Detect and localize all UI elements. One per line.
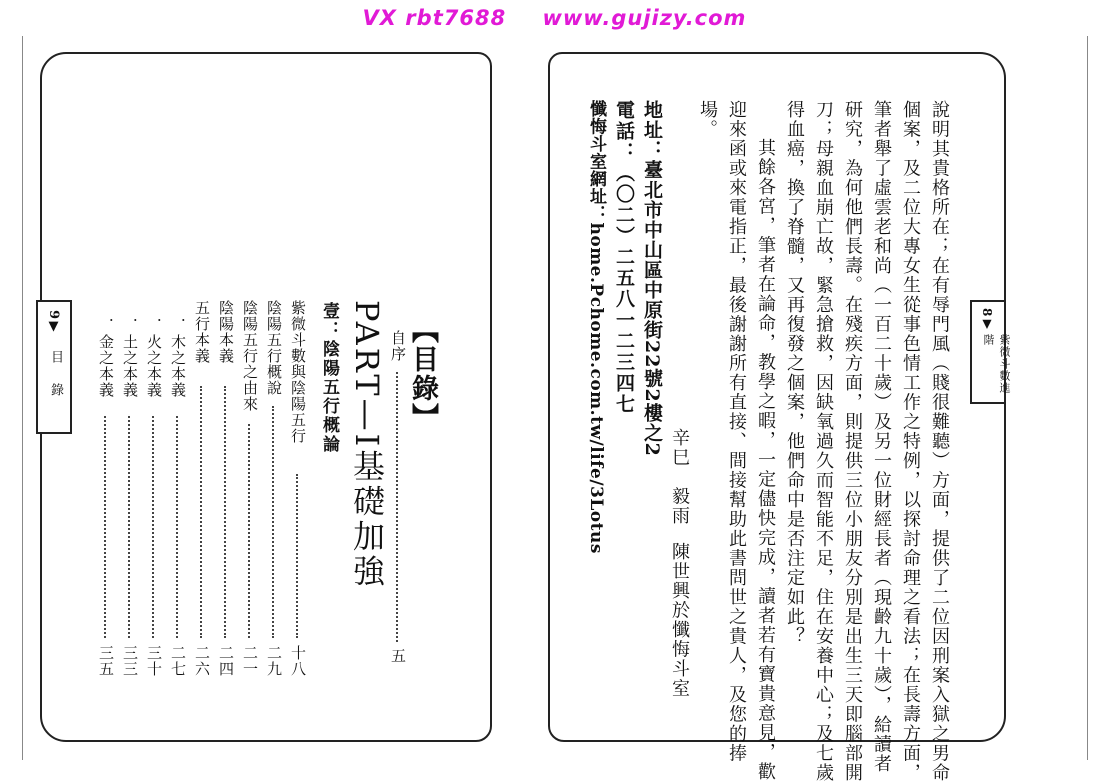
left-side-tab (36, 300, 72, 434)
toc-entry-page: 十八 (289, 645, 307, 677)
toc-entry-page: 三三 (121, 645, 139, 677)
toc-entry-label: ．火之本義 (145, 318, 163, 398)
left-book-edge (22, 36, 23, 760)
toc-dot-leader (396, 372, 398, 642)
toc-title: 【目錄】 (407, 316, 438, 432)
toc-entry-label: 紫微斗數與陰陽五行 (289, 300, 307, 444)
toc-dot-leader (176, 416, 178, 638)
toc-entry-label: 五行本義 (193, 300, 211, 364)
toc-dot-leader (224, 386, 226, 638)
toc-entry-page: 三五 (97, 645, 115, 677)
signature-author: 陳世興於懺悔斗室 (669, 542, 690, 698)
left-section-tab: 目 錄 (48, 350, 63, 405)
body-line: 刀；母親血崩亡故，緊急搶救，因缺氧過久而智能不足，住在安養中心；及七歲 (813, 100, 834, 783)
left-page-number: 9 (46, 310, 61, 320)
right-page-number: 8 (980, 308, 994, 317)
toc-entry-page: 二九 (265, 645, 283, 677)
right-book-edge (1087, 36, 1088, 760)
body-line: 研究，為何他們長壽。在殘疾方面，則提供三位小朋友分別是出生三天即腦部開 (842, 100, 863, 783)
right-page-marker: ▼ (980, 316, 994, 331)
part-title: PART—I基礎加強 (348, 300, 386, 590)
toc-dot-leader (248, 424, 250, 638)
contact-website: 懺悔斗室網址：home.Pchome.com.tw/life/3Lotus (586, 100, 606, 554)
watermark-wechat: VX rbt7688 (362, 6, 507, 30)
toc-entry-label: 自序 (389, 330, 407, 362)
watermark (0, 6, 1109, 30)
toc-dot-leader (272, 406, 274, 638)
body-line: 說明其貴格所在；在有辱門風（賤很難聽）方面，提供了二位因刑案入獄之男命 (929, 100, 950, 783)
right-side-tab (970, 300, 1011, 404)
body-line: 筆者舉了虛雲老和尚（一百二十歲）及另一位財經長者（現齡九十歲），給讀者 (871, 100, 892, 774)
contact-phone: 電話：（〇二）二五八一二三四七 (613, 100, 635, 415)
body-line: 其餘各宮，筆者在論命，教學之暇，一定儘快完成，讀者若有寶貴意見，歡 (755, 138, 776, 782)
body-line: 得血癌，換了脊髓，又再復發之個案，他們命中是否注定如此？ (784, 100, 805, 646)
toc-dot-leader (104, 416, 106, 638)
toc-entry-page: 二七 (169, 645, 187, 677)
toc-dot-leader (152, 416, 154, 638)
left-page-marker: ▼ (46, 319, 61, 335)
toc-entry-page: 五 (389, 648, 407, 664)
toc-entry-page: 二六 (193, 645, 211, 677)
toc-entry-page: 三十 (145, 645, 163, 677)
chapter-title: 壹：陰陽五行概論 (319, 302, 339, 454)
toc-dot-leader (200, 386, 202, 638)
toc-entry-label: 陰陽五行概說 (265, 300, 283, 396)
toc-entry-label: ．木之本義 (169, 318, 187, 398)
toc-entry-label: ．金之本義 (97, 318, 115, 398)
toc-entry-label: ．土之本義 (121, 318, 139, 398)
body-line: 迎來函或來電指正，最後謝謝所有直接、間接幫助此書問世之貴人，及您的捧 (726, 100, 747, 763)
toc-dot-leader (296, 474, 298, 638)
signature-date: 辛巳 毅雨 (669, 428, 690, 526)
body-line: 個案，及二位大專女生從事色情工作之特例，以探討命理之看法；在長壽方面， (900, 100, 921, 783)
toc-entry-label: 陰陽五行之由來 (241, 300, 259, 412)
toc-entry-page: 二一 (241, 645, 259, 677)
toc-entry-label: 陰陽本義 (217, 300, 235, 364)
toc-dot-leader (128, 416, 130, 638)
right-page-header: 紫微斗數進階 (982, 334, 1011, 394)
body-line: 場。 (697, 100, 718, 139)
contact-address: 地址：臺北市中山區中原街22號2樓之2 (641, 100, 663, 457)
toc-entry-page: 二四 (217, 645, 235, 677)
watermark-site: www.gujizy.com (542, 6, 747, 30)
